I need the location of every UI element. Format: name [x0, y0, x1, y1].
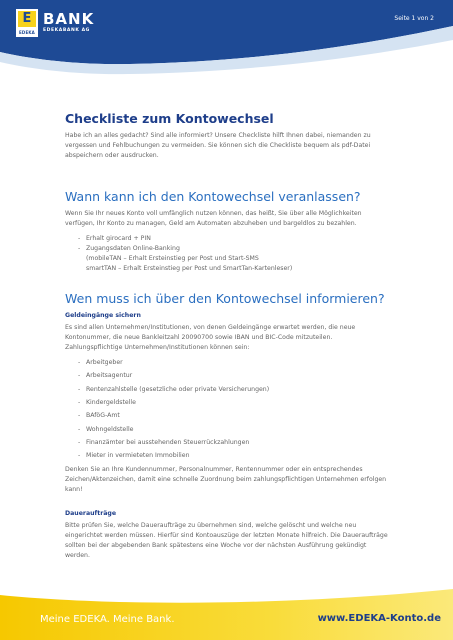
subheading-geldeingaenge: Geldeingänge sichern	[65, 312, 141, 319]
section-who-title: Wen muss ich über den Kontowechsel informieren?	[65, 291, 385, 306]
requirements-list	[65, 234, 390, 274]
list-item: - Wohngeldstelle	[78, 423, 390, 436]
document-body	[65, 111, 390, 561]
document-title: Checkliste zum Kontowechsel	[65, 111, 274, 126]
header-banner	[0, 0, 453, 80]
intro-paragraph: Habe ich an alles gedacht? Sind alle informiert? Unsere Checkliste hilft Ihnen dabei, niemanden zu vergessen und Fehlbuchungen zu vermeiden. Sie können sich die Checkliste bequem als pdf-Datei abspeichern oder ausdrucken.	[65, 132, 371, 159]
logo-subtitle: EDEKABANK AG	[43, 28, 90, 33]
subheading-dauerauftraege: Daueraufträge	[65, 509, 117, 517]
list-item: - Rentenzahlstelle (gesetzliche oder private Versicherungen)	[78, 383, 390, 396]
logo-letter: E	[18, 11, 36, 27]
page-number: Seite 1 von 2	[394, 15, 434, 22]
reference-note: Denken Sie an Ihre Kundennummer, Personalnummer, Rentennummer oder ein entsprechendes Zeichen/Aktenzeichen, damit eine schnelle Zuordnung beim zahlungspflichtigen Unternehmen erfolgen kann!	[65, 465, 387, 493]
logo-bank-word: BANK	[43, 10, 95, 28]
list-item: - Kindergeldstelle	[78, 396, 390, 409]
footer-website-link[interactable]: www.EDEKA-Konto.de	[317, 613, 441, 624]
edeka-bank-logo[interactable]	[16, 9, 94, 37]
list-item: - BAföG-Amt	[78, 409, 390, 422]
dauerauftraege-text: Bitte prüfen Sie, welche Daueraufträge zu übernehmen sind, welche gelöscht und welche neu eingerichtet werden müssen. Hierfür sind Kontoauszüge der letzten Monate hilfreich. Die Daueraufträge sollten bei der abgebenden Bank spätestens eine Woche vor der nächsten Ausführung gekündigt werden.	[65, 521, 388, 559]
footer-slogan: Meine EDEKA. Meine Bank.	[40, 614, 175, 625]
logo-wordmark	[43, 12, 94, 34]
list-item: - Arbeitsagentur	[78, 369, 390, 382]
logo-edeka-word: EDEKA	[19, 30, 35, 35]
footer-banner	[0, 585, 453, 640]
payer-list	[65, 356, 390, 463]
section-when-text: Wenn Sie Ihr neues Konto voll umfänglich nutzen können, das heißt, Sie über alle Möglichkeiten verfügen, Ihr Konto zu managen, Geld am Automaten abzuheben und bargeldlos zu bezahlen.	[65, 210, 362, 227]
list-item: - Zugangsdaten Online-Banking (mobileTAN – Erhalt Ersteinstieg per Post und Start-SMS smartTAN – Erhalt Ersteinstieg per Post und SmartTan-Kartenleser)	[78, 244, 390, 274]
edeka-logo-mark	[16, 9, 38, 37]
section-when-title: Wann kann ich den Kontowechsel veranlassen?	[65, 189, 361, 204]
geldeingaenge-text: Es sind allen Unternehmen/Institutionen, von denen Geldeingänge erwartet werden, die neue Kontonummer, die neue Bankleitzahl 20090700 sowie IBAN und BIC-Code mitzuteilen. Zahlungspflichtige Unternehmen/Institutionen können sein:	[65, 324, 356, 351]
list-item: - Finanzämter bei ausstehenden Steuerrückzahlungen	[78, 436, 390, 449]
list-item: - Arbeitgeber	[78, 356, 390, 369]
list-item: - Erhalt girocard + PIN	[78, 234, 390, 244]
list-item: - Mieter in vermieteten Immobilien	[78, 449, 390, 462]
